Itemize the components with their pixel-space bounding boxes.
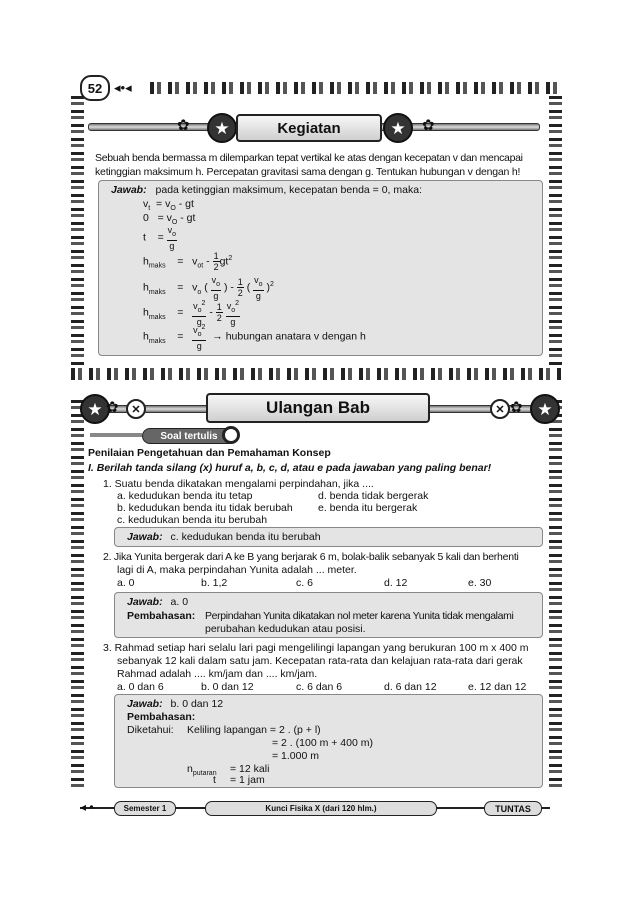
instruction: I. Berilah tanda silang (x) huruf a, b, c, d, atau e pada jawaban yang paling benar!	[88, 462, 492, 474]
jawab-row	[111, 183, 531, 197]
option-e: e. 12 dan 12	[468, 681, 527, 693]
top-border	[150, 82, 562, 94]
equation: $0 = v_O$ - gt	[143, 212, 196, 227]
q2-answer-box	[114, 592, 543, 638]
option-c: c. kedudukan benda itu berubah	[117, 514, 268, 526]
option-b: b. 1,2	[201, 577, 228, 589]
kegiatan-problem	[95, 151, 545, 179]
equation: $h_{maks}$ = $\frac{v_o^2}{g}$ → hubungan anatara v dengan h	[143, 324, 366, 351]
right-border	[549, 96, 562, 382]
pembahasan-text: perubahan kedudukan atau posisi.	[205, 623, 366, 635]
kegiatan-bottom-border	[71, 368, 562, 380]
question-3-line2: sebanyak 12 kali dalam satu jam. Kecepatan rata-rata dan kelajuan rata-rata dari gerak	[117, 655, 523, 667]
close-icon: ✕	[490, 399, 510, 419]
left-border-ulangan	[71, 400, 84, 790]
jawab-label: Jawab:	[127, 531, 163, 543]
option-d: d. 6 dan 12	[384, 681, 437, 693]
jawab-row	[127, 595, 188, 609]
arrow-left-icon: ◂•◂	[114, 80, 132, 95]
ring-icon	[222, 426, 240, 444]
arrow-left-icon: ◂ •	[80, 800, 94, 814]
star-icon: ★	[207, 113, 237, 143]
option-a: a. 0 dan 6	[117, 681, 164, 693]
option-c: c. 6	[296, 577, 313, 589]
option-b: b. kedudukan benda itu tidak berubah	[117, 502, 293, 514]
t-value: = 1 jam	[230, 774, 265, 786]
equation: $h_{maks}$ = $v_{ot}$ - $\frac{1}{2}$ $gt^2$	[143, 251, 233, 272]
t-label: t	[213, 774, 216, 786]
arrow-note: → hubungan anatara v dengan h	[212, 330, 366, 343]
question-2-line2: lagi di A, maka perpindahan Yunita adalah ... meter.	[117, 564, 357, 576]
question-2: 2. Jika Yunita bergerak dari A ke B yang berjarak 6 m, bolak-balik sebanyak 5 kali dan berhenti	[103, 551, 519, 563]
equation: $v_t = v_O$ - gt	[143, 198, 194, 213]
diketahui-label: Diketahui:	[127, 724, 174, 736]
option-e: e. benda itu bergerak	[318, 502, 418, 514]
q3-answer-box	[114, 694, 543, 788]
equation: t = $\frac{v_o}{g}$	[143, 225, 177, 251]
star-icon: ★	[530, 394, 560, 424]
star-icon: ★	[383, 113, 413, 143]
option-e: e. 30	[468, 577, 492, 589]
q1-answer-box	[114, 527, 543, 547]
option-c: c. 6 dan 6	[296, 681, 343, 693]
ornament-icon: ✿	[177, 117, 190, 134]
jawab-row	[127, 697, 223, 711]
right-border-ulangan	[549, 400, 562, 790]
keliling-line: = 1.000 m	[272, 750, 319, 762]
jawab-label: Jawab:	[127, 596, 163, 608]
left-border	[71, 96, 84, 382]
question-1: 1. Suatu benda dikatakan mengalami perpindahan, jika ....	[103, 478, 374, 490]
option-a: a. 0	[117, 577, 135, 589]
question-3-line3: Rahmad adalah .... km/jam dan .... km/jam.	[117, 668, 318, 680]
tab-rope	[90, 433, 142, 437]
footer-right	[484, 801, 542, 816]
option-b: b. 0 dan 12	[201, 681, 254, 693]
star-icon: ★	[80, 394, 110, 424]
pembahasan-label: Pembahasan:	[127, 610, 196, 622]
page-number: 52	[80, 75, 110, 101]
jawab-label: Jawab:	[111, 184, 147, 196]
footer-semester-label: Semester 1	[123, 804, 167, 813]
option-a: a. kedudukan benda itu tetap	[117, 490, 253, 502]
equation: $h_{maks}$ = $\frac{v_o^2}{g}$ - $\frac{1}{2}$ $\frac{v_o^2}{g}$	[143, 300, 240, 327]
jawab-value: b. 0 dan 12	[170, 698, 224, 710]
ornament-icon: ✿	[106, 399, 119, 416]
option-d: d. benda tidak bergerak	[318, 490, 429, 502]
question-3: 3. Rahmad setiap hari selalu lari pagi mengelilingi lapangan yang berukuran 100 m x 400 m	[103, 642, 529, 654]
equation: $h_{maks}$ = $v_o$ ( $\frac{v_o}{g}$ ) - $\frac{1}{2}$ ( $\frac{v_o}{g}$ )$^2$	[143, 275, 274, 301]
nputaran-value: = 12 kali	[230, 763, 270, 775]
footer-right-label: TUNTAS	[495, 803, 531, 814]
keliling-line: = 2 . (100 m + 400 m)	[272, 737, 373, 749]
jawab-value: a. 0	[170, 596, 189, 608]
footer-center-label: Kunci Fisika X (dari 120 hlm.)	[265, 804, 377, 813]
jawab-intro: pada ketinggian maksimum, kecepatan benda = 0, maka:	[155, 184, 422, 196]
kegiatan-title: Kegiatan	[236, 114, 382, 142]
tab-label: Soal tertulis	[160, 430, 218, 442]
jawab-label: Jawab:	[127, 698, 163, 710]
close-icon: ✕	[126, 399, 146, 419]
ornament-icon: ✿	[510, 399, 523, 416]
ornament-icon: ✿	[422, 117, 435, 134]
option-d: d. 12	[384, 577, 408, 589]
pembahasan-label: Pembahasan:	[127, 711, 196, 723]
jawab-value: c. kedudukan benda itu berubah	[170, 531, 321, 543]
ulangan-title: Ulangan Bab	[206, 393, 430, 423]
footer-semester	[114, 801, 176, 816]
section-heading: Penilaian Pengetahuan dan Pemahaman Konsep	[88, 447, 331, 459]
keliling-line: Keliling lapangan = 2 . (p + l)	[187, 724, 321, 736]
footer-center	[205, 801, 437, 816]
problem-line: Sebuah benda bermassa m dilemparkan tepat vertikal ke atas dengan kecepatan v dan mencapai	[95, 152, 523, 164]
nputaran-label: $n_{putaran}$	[187, 763, 217, 778]
pembahasan-text: Perpindahan Yunita dikatakan nol meter karena Yunita tidak mengalami	[205, 610, 514, 622]
problem-line: ketinggian maksimum h. Percepatan gravitasi sama dengan g. Tentukan hubungan v dengan h!	[95, 166, 521, 178]
kegiatan-answer-box	[98, 180, 543, 356]
